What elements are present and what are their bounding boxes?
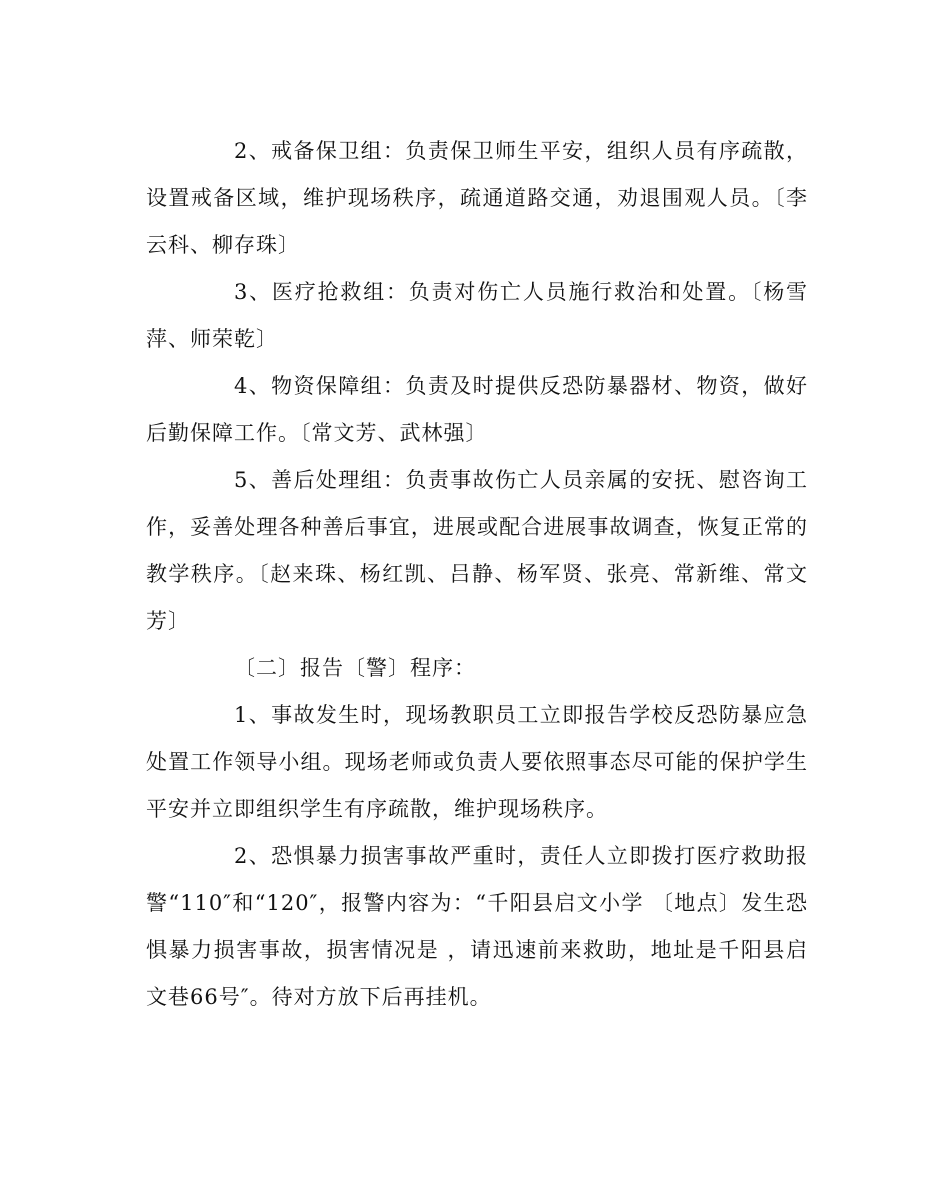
paragraph-report-step-1: 1、事故发生时，现场教职员工立即报告学校反恐防暴应急处置工作领导小组。现场老师或负责人要依照事态尽可能的保护学生平安并立即组织学生有序疏散，维护现场秩序。 xyxy=(146,703,808,821)
section-heading-report-procedure: 〔二〕报告〔警〕程序： xyxy=(234,656,476,680)
paragraph-medical-group: 3、医疗抢救组：负责对伤亡人员施行救治和处置。〔杨雪萍、师荣乾〕 xyxy=(146,280,808,351)
paragraph-aftermath-group: 5、善后处理组：负责事故伤亡人员亲属的安抚、慰咨询工作，妥善处理各种善后事宜，进展或配合进展事故调查，恢复正常的教学秩序。〔赵来珠、杨红凯、吕静、杨军贤、张亮、常新维、常文芳〕 xyxy=(146,468,808,633)
paragraph-supplies-group: 4、物资保障组：负责及时提供反恐防暴器材、物资，做好后勤保障工作。〔常文芳、武林强〕 xyxy=(146,374,808,445)
paragraph-security-group: 2、戒备保卫组：负责保卫师生平安，组织人员有序疏散，设置戒备区域，维护现场秩序，疏通道路交通，劝退围观人员。〔李云科、柳存珠〕 xyxy=(146,139,808,257)
paragraph-report-step-2: 2、恐惧暴力损害事故严重时，责任人立即拨打医疗救助报警“110″和“120″，报警内容为：“千阳县启文小学 〔地点〕发生恐惧暴力损害事故，损害情况是 ，请迅速前来救助，地址是千阳县启文巷66号″。待对方放下后再挂机。 xyxy=(146,844,808,1009)
document-body xyxy=(146,128,808,1021)
